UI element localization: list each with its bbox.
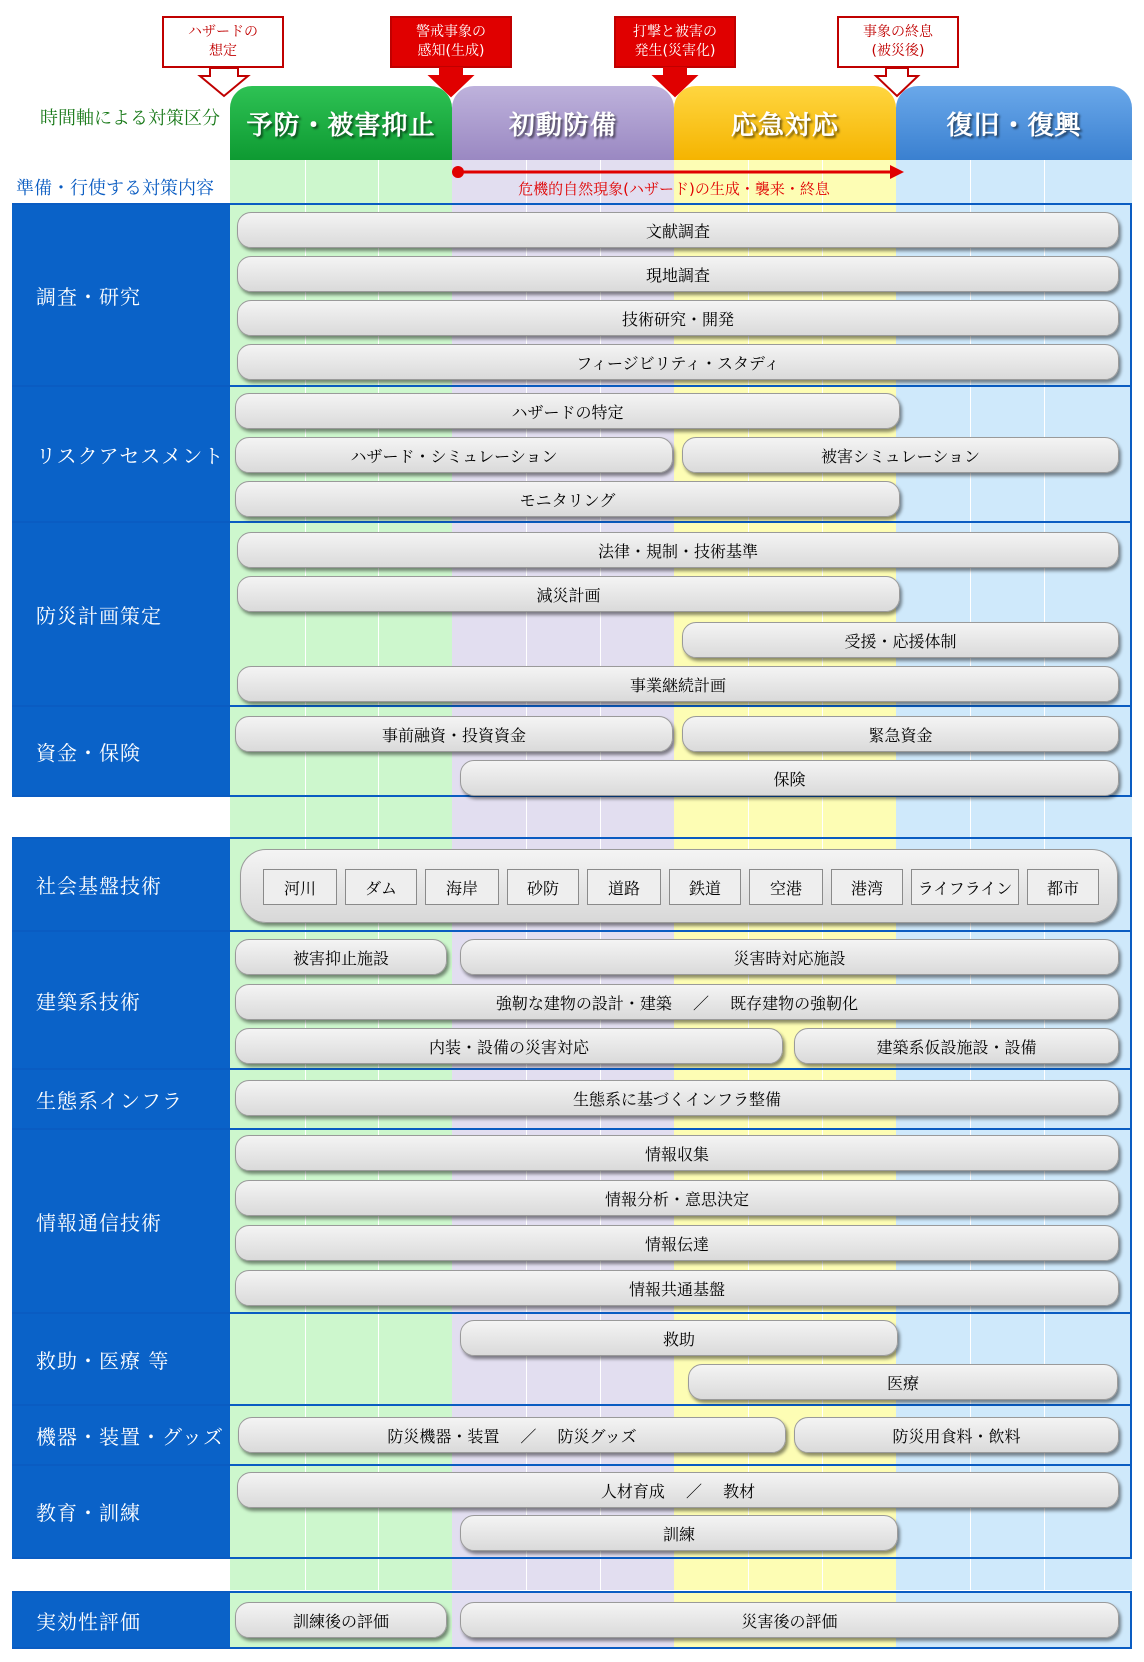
item-field-survey: 現地調査 — [237, 256, 1119, 292]
phase-label: 予防・被害抑止 — [246, 110, 436, 141]
phase-prevention — [230, 86, 452, 160]
category-label: 教育・訓練 — [36, 1501, 141, 1525]
infra-airport: 空港 — [749, 869, 823, 905]
item-monitoring: モニタリング — [235, 481, 900, 517]
item-post-disaster-eval: 災害後の評価 — [460, 1602, 1119, 1638]
infra-river: 河川 — [263, 869, 337, 905]
item-literature-survey: 文献調査 — [237, 212, 1119, 248]
category-research — [12, 205, 230, 385]
phase-label: 応急対応 — [730, 110, 839, 141]
item-eco-infrastructure: 生態系に基づくインフラ整備 — [235, 1080, 1119, 1116]
category-equip — [12, 1406, 230, 1464]
category-edu — [12, 1466, 230, 1557]
item-business-continuity: 事業継続計画 — [237, 666, 1119, 702]
item-laws-regulations: 法律・規制・技術基準 — [237, 532, 1119, 568]
item-damage-suppression-facility: 被害抑止施設 — [235, 939, 447, 975]
callout-damage-occurrence: 打撃と被害の 発生(災害化) — [614, 16, 736, 68]
item-pre-financing: 事前融資・投資資金 — [235, 716, 673, 752]
item-post-training-eval: 訓練後の評価 — [235, 1602, 447, 1638]
item-interior-equipment: 内装・設備の災害対応 — [235, 1028, 783, 1064]
category-fund — [12, 707, 230, 795]
item-mitigation-plan: 減災計画 — [237, 576, 900, 612]
item-human-resources: 人材育成 ／ 教材 — [237, 1472, 1119, 1508]
item-info-transmission: 情報伝達 — [235, 1225, 1119, 1261]
infra-city: 都市 — [1027, 869, 1099, 905]
item-info-platform: 情報共通基盤 — [235, 1270, 1119, 1306]
item-info-analysis: 情報分析・意思決定 — [235, 1180, 1119, 1216]
item-emergency-funds: 緊急資金 — [682, 716, 1119, 752]
item-training: 訓練 — [460, 1515, 898, 1551]
category-label: 資金・保険 — [36, 740, 141, 765]
item-disaster-equipment: 防災機器・装置 ／ 防災グッズ — [238, 1417, 786, 1453]
category-label: 社会基盤技術 — [36, 874, 162, 898]
time-axis-label: 時間軸による対策区分 — [40, 108, 220, 129]
phase-label: 復旧・復興 — [946, 110, 1082, 141]
infra-railway: 鉄道 — [669, 869, 741, 905]
phase-label: 初動防備 — [508, 110, 617, 141]
category-ict — [12, 1130, 230, 1312]
infra-harbor: 港湾 — [831, 869, 903, 905]
item-insurance: 保険 — [460, 760, 1119, 796]
item-medical: 医療 — [688, 1364, 1118, 1400]
item-temporary-facility: 建築系仮設施設・設備 — [794, 1028, 1119, 1064]
phase-recovery — [896, 86, 1132, 160]
hazard-arrow-text: 危機的自然現象(ハザード)の生成・襲来・終息 — [518, 180, 830, 198]
category-eval — [12, 1593, 230, 1647]
item-disaster-food: 防災用食料・飲料 — [794, 1417, 1119, 1453]
category-eco — [12, 1070, 230, 1128]
infra-coast: 海岸 — [425, 869, 499, 905]
callout-warning-detection: 警戒事象の 感知(生成) — [390, 16, 512, 68]
category-label: 救助・医療 等 — [36, 1348, 170, 1373]
item-resilient-building: 強靭な建物の設計・建築 ／ 既存建物の強靭化 — [235, 984, 1119, 1020]
infra-container — [240, 849, 1118, 923]
item-disaster-response-facility: 災害時対応施設 — [460, 939, 1119, 975]
category-label: 機器・装置・グッズ — [36, 1424, 224, 1449]
infra-erosion-control: 砂防 — [507, 869, 579, 905]
category-label: 情報通信技術 — [36, 1210, 162, 1235]
infra-dam: ダム — [345, 869, 417, 905]
category-label: 生態系インフラ — [36, 1088, 183, 1113]
item-damage-simulation: 被害シミュレーション — [682, 437, 1119, 473]
item-feasibility-study: フィージビリティ・スタディ — [237, 344, 1119, 380]
category-label: 調査・研究 — [36, 284, 141, 309]
category-label: 建築系技術 — [36, 989, 141, 1014]
measures-label: 準備・行使する対策内容 — [16, 178, 214, 199]
category-rescue — [12, 1314, 230, 1404]
item-hazard-simulation: ハザード・シミュレーション — [235, 437, 673, 473]
category-label: 防災計画策定 — [36, 603, 162, 628]
infra-road: 道路 — [587, 869, 661, 905]
category-plan — [12, 523, 230, 705]
item-rescue: 救助 — [460, 1320, 898, 1356]
phase-emergency — [674, 86, 896, 160]
infra-lifeline: ライフライン — [911, 869, 1019, 905]
callout-event-end: 事象の終息 (被災後) — [837, 16, 959, 68]
callout-hazard-assumption: ハザードの 想定 — [162, 16, 284, 68]
item-info-collection: 情報収集 — [235, 1135, 1119, 1171]
category-risk — [12, 387, 230, 521]
item-support-system: 受援・応援体制 — [682, 622, 1119, 658]
item-tech-rd: 技術研究・開発 — [237, 300, 1119, 336]
category-infra — [12, 839, 230, 930]
category-label: 実効性評価 — [36, 1609, 141, 1634]
category-label: リスクアセスメント — [36, 443, 225, 468]
phase-initial — [452, 86, 674, 160]
item-hazard-identification: ハザードの特定 — [235, 393, 900, 429]
category-building — [12, 932, 230, 1068]
